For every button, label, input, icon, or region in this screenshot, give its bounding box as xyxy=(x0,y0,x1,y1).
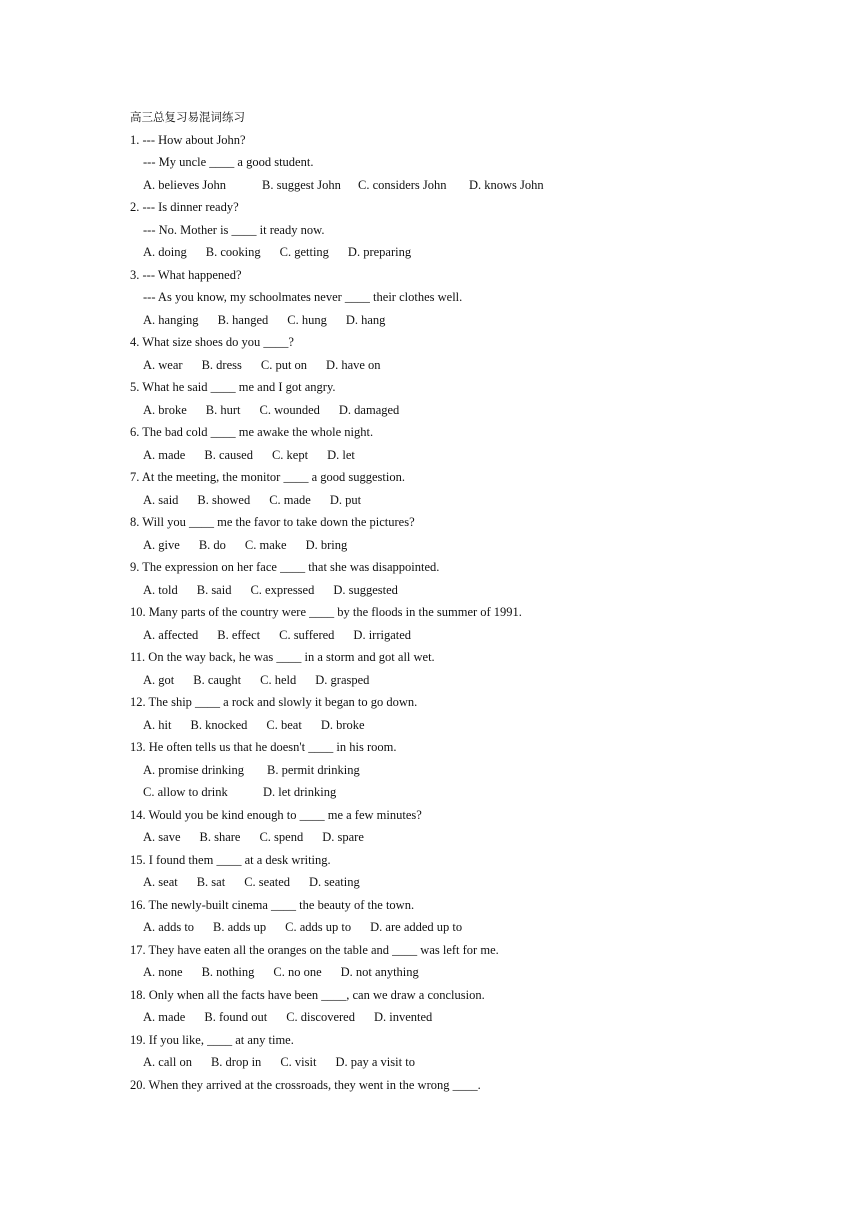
question-text: --- Is dinner ready? xyxy=(142,200,239,214)
question-text: The bad cold ____ me awake the whole night. xyxy=(142,425,374,439)
answer-option: C. discovered xyxy=(286,1010,355,1024)
answer-option: B. hurt xyxy=(205,402,241,417)
answer-option: C. no one xyxy=(273,965,322,979)
question-text: At the meeting, the monitor ____ a good suggestion. xyxy=(141,470,405,484)
question xyxy=(130,691,770,736)
answer-options xyxy=(130,309,770,332)
answer-options xyxy=(130,871,770,894)
question-text: When they arrived at the crossroads, they went in the wrong ____. xyxy=(148,1077,481,1092)
question-number: 19. xyxy=(130,1032,149,1047)
answer-option: B. do xyxy=(198,537,226,552)
answer-option: A. hit xyxy=(143,717,172,732)
answer-option: C. made xyxy=(269,492,311,507)
answer-option: C. beat xyxy=(266,717,302,732)
answer-option: B. hanged xyxy=(217,312,269,327)
answer-option: A. wear xyxy=(143,357,183,372)
answer-option: C. hung xyxy=(287,312,327,327)
answer-option: B. caught xyxy=(193,672,242,687)
question-number: 5. xyxy=(130,380,143,394)
answer-options xyxy=(130,669,770,692)
question xyxy=(130,1029,770,1074)
answer-option: A. adds to xyxy=(143,920,195,934)
question xyxy=(130,646,770,691)
answer-option: A. broke xyxy=(143,402,187,417)
answer-option: D. broke xyxy=(320,717,365,732)
answer-option: D. knows John xyxy=(469,177,544,192)
answer-option: B. caused xyxy=(204,447,253,462)
answer-options xyxy=(130,354,770,377)
answer-option: C. considers John xyxy=(358,177,447,192)
answer-option: D. grasped xyxy=(315,672,370,687)
question-number: 12. xyxy=(130,695,149,709)
answer-options xyxy=(130,759,770,782)
answer-option: A. seat xyxy=(143,875,178,889)
question xyxy=(130,736,770,804)
answer-option: C. expressed xyxy=(250,582,315,597)
answer-option: D. bring xyxy=(305,537,348,552)
answer-option: A. call on xyxy=(143,1055,192,1069)
question-text: Will you ____ me the favor to take down the pictures? xyxy=(142,515,415,529)
answer-option: C. seated xyxy=(244,875,291,889)
question-number: 1. xyxy=(130,132,143,147)
question-text: --- How about John? xyxy=(142,132,246,147)
answer-option: D. damaged xyxy=(338,402,400,417)
question-dialog-line: --- As you know, my schoolmates never ____ their clothes well. xyxy=(143,290,463,304)
answer-option: B. said xyxy=(196,582,232,597)
answer-option: B. drop in xyxy=(210,1055,262,1069)
answer-option: D. hang xyxy=(345,312,386,327)
question xyxy=(130,511,770,556)
question-dialog-line: --- No. Mother is ____ it ready now. xyxy=(143,222,325,237)
question xyxy=(130,331,770,376)
question xyxy=(130,601,770,646)
answer-options xyxy=(130,174,770,197)
question-number: 13. xyxy=(130,740,149,754)
question-text: The expression on her face ____ that she was disappointed. xyxy=(142,560,440,574)
question-text: Would you be kind enough to ____ me a few minutes? xyxy=(148,807,422,822)
question-text: If you like, ____ at any time. xyxy=(148,1032,294,1047)
question-number: 14. xyxy=(130,807,149,822)
question xyxy=(130,196,770,264)
answer-option: C. spend xyxy=(259,830,304,844)
answer-option: D. put xyxy=(329,492,362,507)
answer-options xyxy=(130,489,770,512)
question xyxy=(130,466,770,511)
answer-option: D. invented xyxy=(373,1010,433,1024)
answer-option: B. adds up xyxy=(213,920,267,934)
question-text: The ship ____ a rock and slowly it began to go down. xyxy=(148,695,418,709)
answer-option: B. dress xyxy=(201,357,242,372)
question xyxy=(130,849,770,894)
answer-option: D. seating xyxy=(309,875,360,889)
answer-option: D. let xyxy=(327,447,355,462)
answer-options xyxy=(130,579,770,602)
answer-option: A. save xyxy=(143,830,181,844)
answer-option: B. share xyxy=(199,830,241,844)
answer-option: D. not anything xyxy=(340,965,419,979)
answer-option: C. visit xyxy=(280,1055,317,1069)
answer-option: A. promise drinking xyxy=(143,762,245,777)
question-number: 9. xyxy=(130,560,143,574)
question-text: What size shoes do you ____? xyxy=(142,335,294,349)
answer-options xyxy=(130,444,770,467)
answer-option: C. suffered xyxy=(279,627,335,642)
answer-option: C. held xyxy=(260,672,297,687)
answer-option: D. have on xyxy=(326,357,381,372)
question xyxy=(130,939,770,984)
question-text: Only when all the facts have been ____, can we draw a conclusion. xyxy=(148,987,485,1002)
answer-option: A. hanging xyxy=(143,312,199,327)
answer-options xyxy=(130,714,770,737)
answer-option: B. cooking xyxy=(205,245,261,259)
answer-options xyxy=(130,1051,770,1074)
answer-option: A. doing xyxy=(143,245,187,259)
question xyxy=(130,1074,770,1097)
question-dialog-line: --- My uncle ____ a good student. xyxy=(143,155,314,169)
answer-option: A. told xyxy=(143,582,178,597)
answer-options xyxy=(130,961,770,984)
answer-option: B. nothing xyxy=(201,965,255,979)
question xyxy=(130,894,770,939)
answer-option: C. getting xyxy=(279,245,329,259)
question xyxy=(130,556,770,601)
answer-option: D. pay a visit to xyxy=(335,1055,415,1069)
answer-options xyxy=(130,826,770,849)
answer-options xyxy=(130,916,770,939)
answer-options xyxy=(130,781,770,804)
question-text: On the way back, he was ____ in a storm and got all wet. xyxy=(148,650,435,664)
answer-option: C. adds up to xyxy=(285,920,352,934)
answer-option: C. put on xyxy=(260,357,308,372)
question-number: 17. xyxy=(130,942,149,957)
answer-option: B. found out xyxy=(204,1010,268,1024)
answer-option: B. sat xyxy=(196,875,226,889)
question xyxy=(130,421,770,466)
question xyxy=(130,984,770,1029)
answer-option: C. wounded xyxy=(259,402,320,417)
answer-option: D. spare xyxy=(322,830,364,844)
answer-option: D. preparing xyxy=(347,245,412,259)
question-number: 15. xyxy=(130,852,149,867)
question-number: 2. xyxy=(130,200,143,214)
question-list xyxy=(130,129,770,1097)
answer-option: A. got xyxy=(143,672,175,687)
answer-option: A. believes John xyxy=(143,177,226,192)
question-number: 7. xyxy=(130,470,142,484)
answer-option: A. said xyxy=(143,492,179,507)
answer-option: D. let drinking xyxy=(263,785,337,799)
question-text: Many parts of the country were ____ by the floods in the summer of 1991. xyxy=(148,605,522,619)
answer-option: B. showed xyxy=(197,492,251,507)
worksheet-title: 高三总复习易混词练习 xyxy=(130,110,245,124)
question-number: 8. xyxy=(130,515,143,529)
question-number: 3. xyxy=(130,267,143,282)
answer-option: B. permit drinking xyxy=(267,762,360,777)
question-text: I found them ____ at a desk writing. xyxy=(148,852,331,867)
answer-option: A. made xyxy=(143,447,186,462)
answer-option: C. make xyxy=(244,537,287,552)
worksheet xyxy=(130,106,770,1096)
answer-option: D. are added up to xyxy=(370,920,463,934)
answer-option: A. affected xyxy=(143,627,199,642)
question-text: He often tells us that he doesn't ____ in his room. xyxy=(148,740,397,754)
question-text: --- What happened? xyxy=(142,267,242,282)
question-text: What he said ____ me and I got angry. xyxy=(142,380,336,394)
answer-options xyxy=(130,1006,770,1029)
answer-options xyxy=(130,399,770,422)
question-text: The newly-built cinema ____ the beauty of the town. xyxy=(148,897,415,912)
answer-option: D. irrigated xyxy=(353,627,412,642)
question-number: 10. xyxy=(130,605,149,619)
answer-option: C. allow to drink xyxy=(143,785,228,799)
question xyxy=(130,129,770,197)
answer-options xyxy=(130,241,770,264)
question xyxy=(130,264,770,332)
question-text: They have eaten all the oranges on the table and ____ was left for me. xyxy=(148,942,499,957)
answer-option: B. suggest John xyxy=(262,177,341,192)
question-number: 4. xyxy=(130,335,143,349)
answer-option: C. kept xyxy=(271,447,309,462)
answer-options xyxy=(130,534,770,557)
answer-option: A. give xyxy=(143,537,180,552)
question xyxy=(130,804,770,849)
question-number: 20. xyxy=(130,1077,149,1092)
question xyxy=(130,376,770,421)
answer-option: A. made xyxy=(143,1010,186,1024)
question-number: 16. xyxy=(130,897,149,912)
question-number: 6. xyxy=(130,425,143,439)
answer-option: D. suggested xyxy=(333,582,398,597)
answer-option: B. effect xyxy=(217,627,261,642)
answer-options xyxy=(130,624,770,647)
question-number: 18. xyxy=(130,987,149,1002)
answer-option: A. none xyxy=(143,965,183,979)
question-number: 11. xyxy=(130,650,149,664)
answer-option: B. knocked xyxy=(190,717,248,732)
